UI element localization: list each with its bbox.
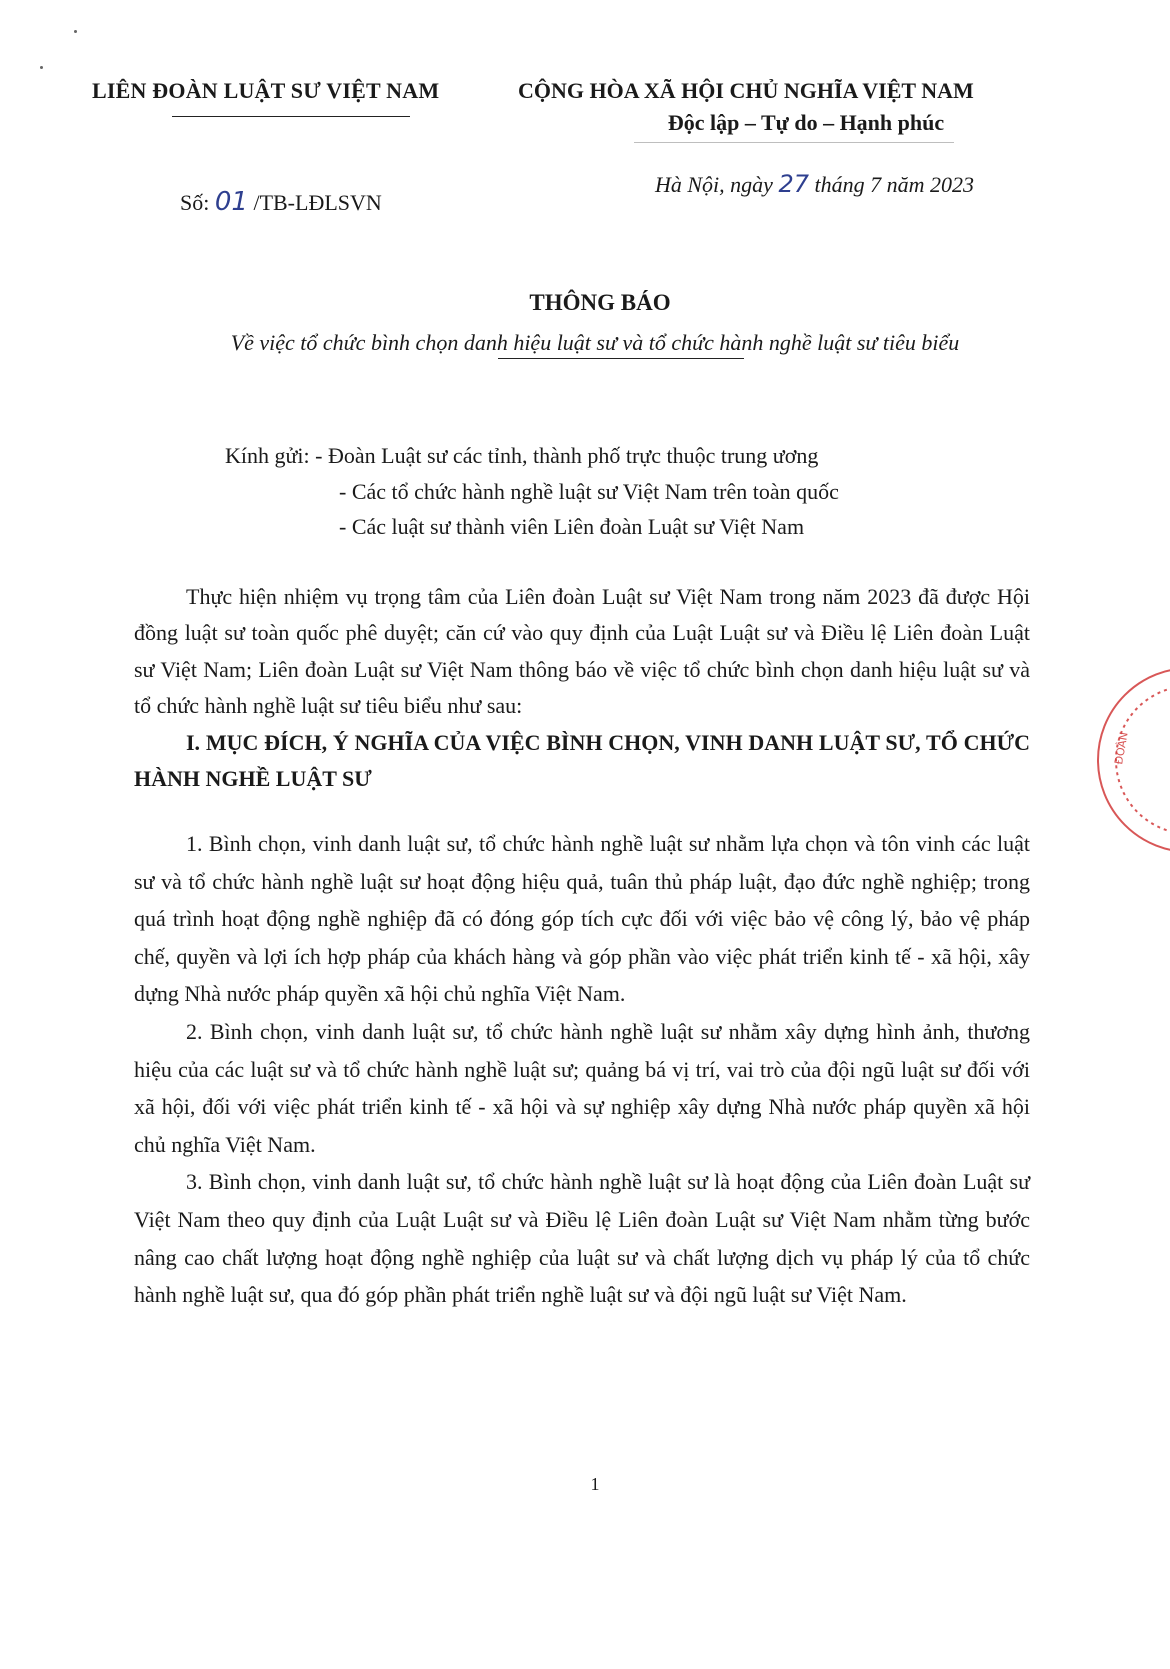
- date-line: [655, 170, 974, 198]
- date-suffix: tháng 7 năm 2023: [809, 172, 974, 197]
- country-name: CỘNG HÒA XÃ HỘI CHỦ NGHĨA VIỆT NAM: [518, 78, 974, 103]
- national-motto: Độc lập – Tự do – Hạnh phúc: [667, 110, 945, 135]
- scan-speck: [74, 30, 77, 33]
- section-item: 2. Bình chọn, vinh danh luật sư, tổ chức hành nghề luật sư nhằm xây dựng hình ảnh, thương hiệu của các luật sư và tổ chức hành nghề luật sư; quảng bá vị trí, vai trò của đội ngũ luật sư đối với xã hội, đối với việc phát triển kinh tế - xã hội và sự nghiệp xây dựng Nhà nước pháp quyền xã hội chủ nghĩa Việt Nam.: [134, 1018, 1030, 1157]
- document-subtitle: Về việc tổ chức bình chọn danh hiệu luật sư và tổ chức hành nghề luật sư tiêu biểu: [230, 330, 960, 355]
- document-title: THÔNG BÁO: [529, 290, 671, 315]
- section-item: 1. Bình chọn, vinh danh luật sư, tổ chức hành nghề luật sư nhằm lựa chọn và tôn vinh các luật sư và tổ chức hành nghề luật sư hoạt động hiệu quả, tuân thủ pháp luật, đạo đức nghề nghiệp; trong quá trình hoạt động nghề nghiệp đã có đóng góp tích cực đối với việc bảo vệ công lý, bảo vệ pháp chế, quyền và lợi ích hợp pháp của khách hàng và góp phần vào việc phát triển kinh tế - xã hội, xây dựng Nhà nước pháp quyền xã hội chủ nghĩa Việt Nam.: [134, 831, 1030, 1007]
- org-name-underline: [172, 116, 410, 117]
- subtitle-underline: [498, 358, 744, 359]
- scan-speck: [40, 66, 43, 69]
- section-heading: I. MỤC ĐÍCH, Ý NGHĨA CỦA VIỆC BÌNH CHỌN, VINH DANH LUẬT SƯ, TỔ CHỨC HÀNH NGHỀ LUẬT SƯ: [134, 729, 1030, 792]
- date-day-handwritten: 27: [778, 170, 809, 198]
- greeting-line: [225, 443, 818, 469]
- recipient-item: - Đoàn Luật sư các tỉnh, thành phố trực thuộc trung ương: [315, 443, 819, 468]
- greeting-label: Kính gửi:: [225, 443, 316, 468]
- date-prefix: Hà Nội, ngày: [655, 172, 779, 197]
- page-number: 1: [590, 1474, 600, 1494]
- red-stamp-seal: [1080, 660, 1170, 880]
- section-items: [134, 825, 1030, 1314]
- svg-text:ĐOÀN: ĐOÀN: [1112, 731, 1131, 766]
- org-name: LIÊN ĐOÀN LUẬT SƯ VIỆT NAM: [92, 78, 440, 103]
- intro-paragraph: Thực hiện nhiệm vụ trọng tâm của Liên đoàn Luật sư Việt Nam trong năm 2023 đã được Hội đồng luật sư toàn quốc phê duyệt; căn cứ vào quy định của Luật Luật sư và Điều lệ Liên đoàn Luật sư Việt Nam; Liên đoàn Luật sư Việt Nam thông báo về việc tổ chức bình chọn danh hiệu luật sư và tổ chức hành nghề luật sư tiêu biểu như sau:: [134, 584, 1030, 719]
- doc-number-suffix: /TB-LĐLSVN: [247, 190, 382, 215]
- recipient-item: - Các tổ chức hành nghề luật sư Việt Nam trên toàn quốc: [339, 479, 839, 504]
- section-item: 3. Bình chọn, vinh danh luật sư, tổ chức hành nghề luật sư là hoạt động của Liên đoàn Luật sư Việt Nam theo quy định của Luật Luật sư và Điều lệ Liên đoàn Luật sư Việt Nam nhằm từng bước nâng cao chất lượng hoạt động nghề nghiệp của luật sư và chất lượng dịch vụ pháp lý của tổ chức hành nghề luật sư, qua đó góp phần phát triển nghề luật sư và đội ngũ luật sư Việt Nam.: [134, 1169, 1030, 1308]
- motto-underline: [634, 142, 954, 143]
- doc-number-handwritten: 01: [214, 187, 248, 217]
- doc-number-prefix: Số:: [180, 190, 215, 215]
- intro-block: [134, 579, 1030, 797]
- document-number: [180, 187, 382, 217]
- recipient-item: - Các luật sư thành viên Liên đoàn Luật sư Việt Nam: [339, 514, 805, 539]
